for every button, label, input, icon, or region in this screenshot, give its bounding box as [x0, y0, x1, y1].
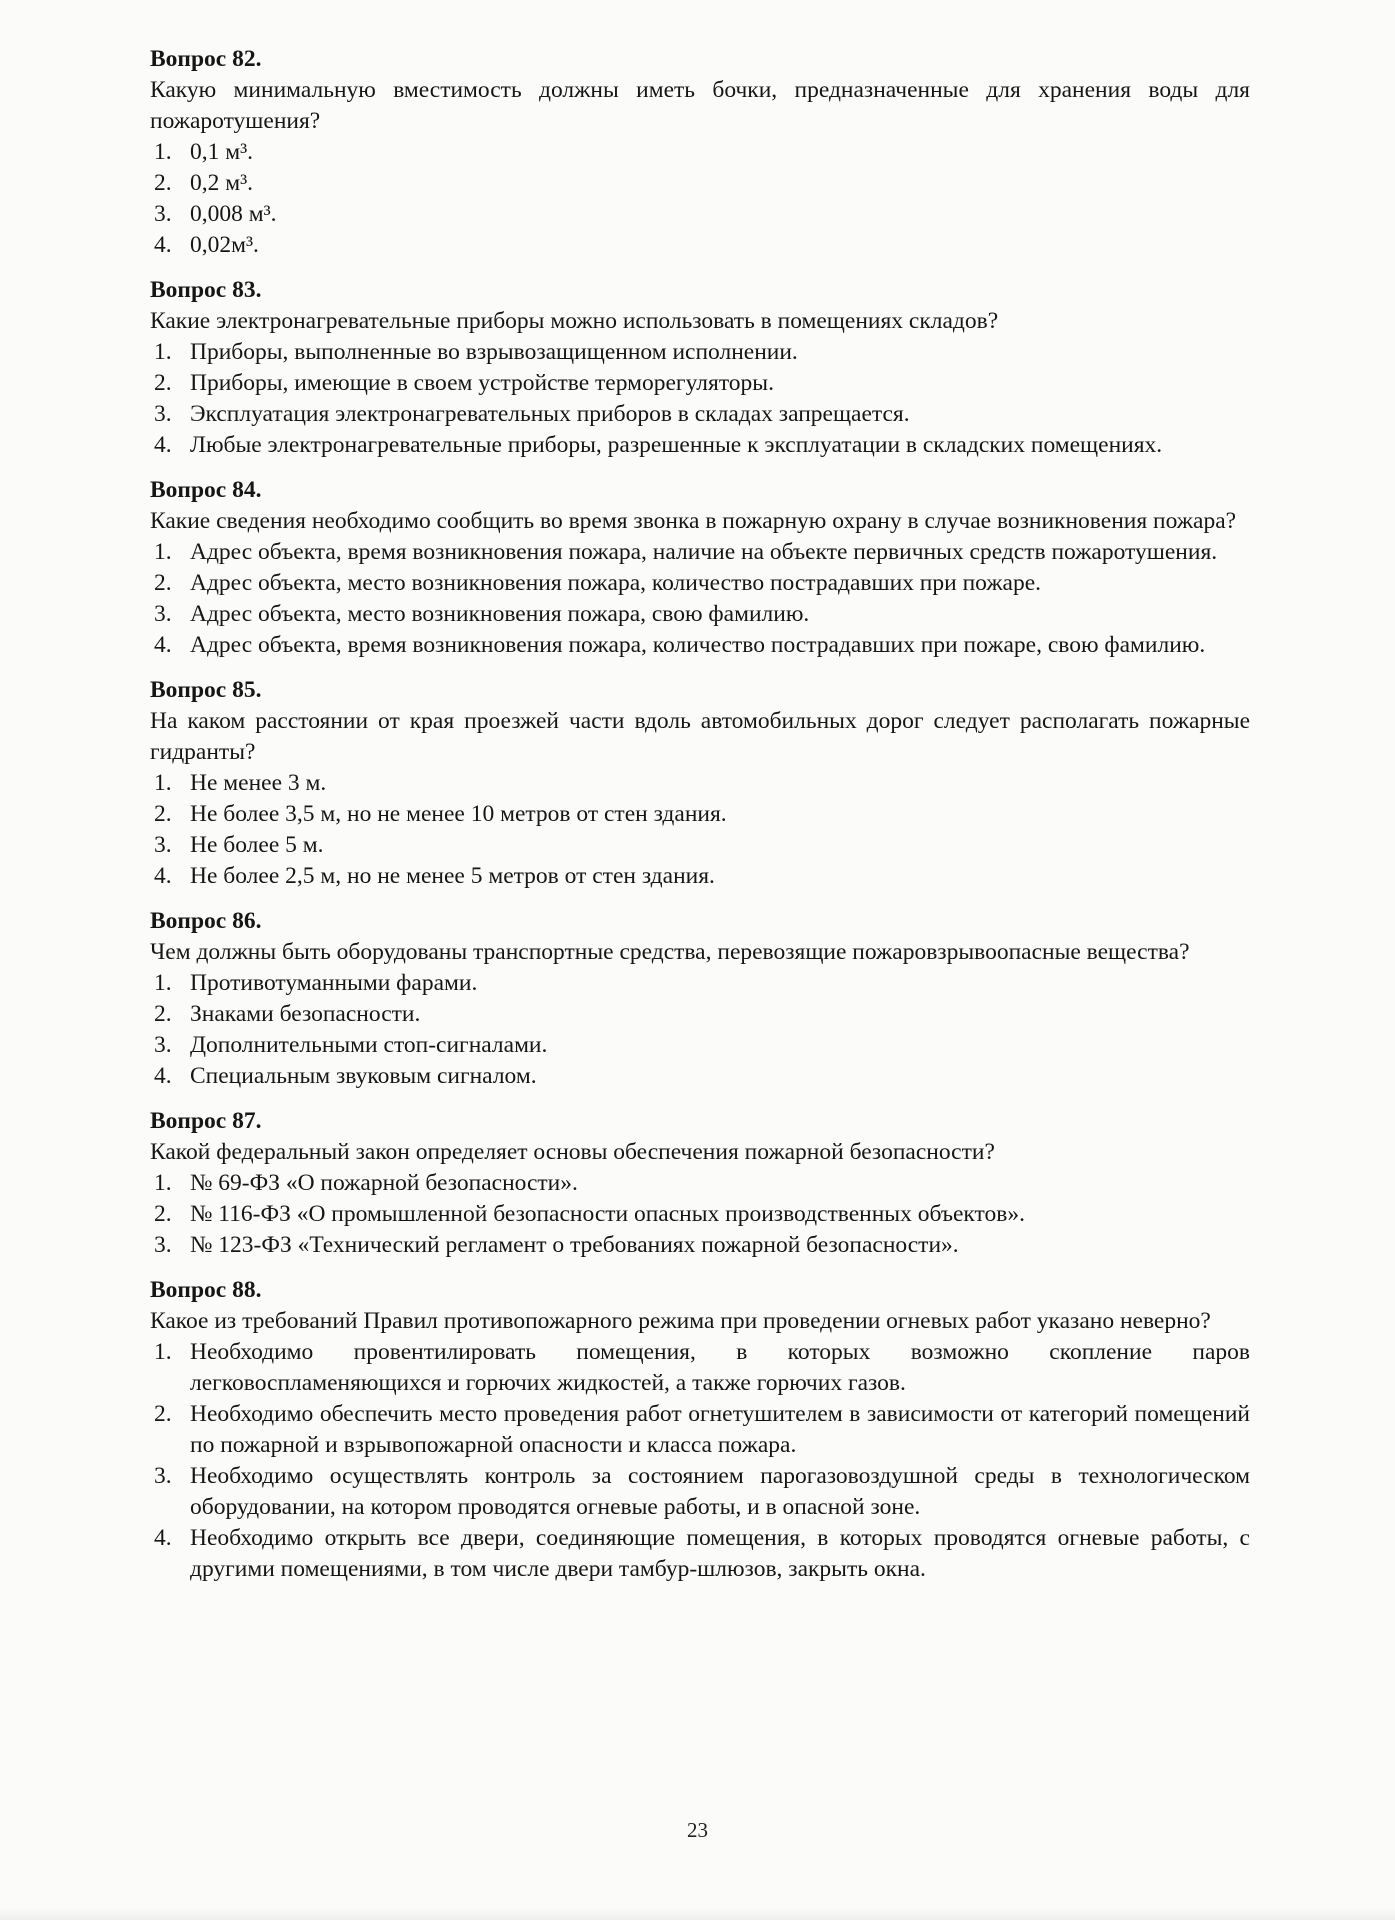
answer-item — [150, 430, 1250, 461]
answer-text: Приборы, выполненные во взрывозащищенном исполнении. — [190, 339, 798, 365]
answer-item — [150, 1168, 1250, 1199]
answer-number: 1. — [154, 770, 172, 796]
answer-item — [150, 799, 1250, 830]
answer-list — [150, 768, 1250, 892]
question-84 — [150, 475, 1250, 661]
answer-text: 0,02м³. — [190, 232, 259, 258]
answer-item — [150, 830, 1250, 861]
answer-item — [150, 768, 1250, 799]
answer-number: 3. — [154, 1032, 172, 1058]
answer-list — [150, 1168, 1250, 1261]
answer-number: 3. — [154, 832, 172, 858]
answer-item — [150, 968, 1250, 999]
answer-item — [150, 230, 1250, 261]
question-text: Какую минимальную вместимость должны иметь бочки, предназначенные для хранения воды для пожаротушения? — [150, 77, 1250, 134]
answer-text: Не более 2,5 м, но не менее 5 метров от стен здания. — [190, 863, 715, 889]
answer-text: Адрес объекта, время возникновения пожара, количество пострадавших при пожаре, свою фамилию. — [190, 632, 1206, 658]
answer-list — [150, 1337, 1250, 1585]
question-83 — [150, 275, 1250, 461]
answer-item — [150, 999, 1250, 1030]
answer-number: 2. — [154, 170, 172, 196]
answer-text: Приборы, имеющие в своем устройстве терморегуляторы. — [190, 370, 774, 396]
answer-number: 3. — [154, 601, 172, 627]
answer-list — [150, 968, 1250, 1092]
answer-number: 2. — [154, 1401, 172, 1427]
question-86 — [150, 906, 1250, 1092]
answer-item — [150, 1230, 1250, 1261]
question-87 — [150, 1106, 1250, 1261]
answer-number: 4. — [154, 232, 172, 258]
answer-item — [150, 337, 1250, 368]
answer-text: Адрес объекта, место возникновения пожара, количество пострадавших при пожаре. — [190, 570, 1042, 596]
answer-item — [150, 1061, 1250, 1092]
answer-item — [150, 861, 1250, 892]
answer-number: 1. — [154, 970, 172, 996]
answer-text: Необходимо осуществлять контроль за состоянием парогазовоздушной среды в технологическом оборудовании, на котором проводятся огневые работы, и в опасной зоне. — [190, 1463, 1250, 1520]
answer-item — [150, 1030, 1250, 1061]
answer-text: Необходимо открыть все двери, соединяющие помещения, в которых проводятся огневые работы, с другими помещениями, в том числе двери тамбур-шлюзов, закрыть окна. — [190, 1525, 1250, 1582]
answer-text: Не менее 3 м. — [190, 770, 327, 796]
question-text: Какие электронагревательные приборы можно использовать в помещениях складов? — [150, 308, 999, 334]
answer-number: 3. — [154, 201, 172, 227]
question-82 — [150, 44, 1250, 261]
question-text: Какие сведения необходимо сообщить во время звонка в пожарную охрану в случае возникновения пожара? — [150, 508, 1237, 534]
answer-text: № 116-ФЗ «О промышленной безопасности опасных производственных объектов». — [190, 1201, 1025, 1227]
answer-number: 2. — [154, 370, 172, 396]
question-text: Чем должны быть оборудованы транспортные средства, перевозящие пожаровзрывоопасные вещества? — [150, 939, 1190, 965]
answer-list — [150, 137, 1250, 261]
answer-number: 1. — [154, 1170, 172, 1196]
question-text: На каком расстоянии от края проезжей части вдоль автомобильных дорог следует располагать пожарные гидранты? — [150, 708, 1250, 765]
answer-text: Знаками безопасности. — [190, 1001, 421, 1027]
answer-text: Эксплуатация электронагревательных приборов в складах запрещается. — [190, 401, 910, 427]
answer-text: 0,1 м³. — [190, 139, 254, 165]
answer-number: 2. — [154, 570, 172, 596]
answer-item — [150, 1523, 1250, 1585]
answer-item — [150, 599, 1250, 630]
answer-text: № 69-ФЗ «О пожарной безопасности». — [190, 1170, 578, 1196]
answer-item — [150, 399, 1250, 430]
question-88 — [150, 1275, 1250, 1585]
question-title: Вопрос 87. — [150, 1108, 262, 1134]
answer-number: 1. — [154, 139, 172, 165]
question-title: Вопрос 82. — [150, 46, 262, 72]
answer-item — [150, 1199, 1250, 1230]
answer-list — [150, 537, 1250, 661]
answer-number: 2. — [154, 1201, 172, 1227]
answer-number: 4. — [154, 632, 172, 658]
answer-text: Противотуманными фарами. — [190, 970, 478, 996]
question-title: Вопрос 88. — [150, 1277, 262, 1303]
page-number: 23 — [687, 1818, 708, 1842]
answer-text: Необходимо обеспечить место проведения работ огнетушителем в зависимости от категорий помещений по пожарной и взрывопожарной опасности и класса пожара. — [190, 1401, 1250, 1458]
question-title: Вопрос 86. — [150, 908, 262, 934]
answer-number: 1. — [154, 539, 172, 565]
answer-number: 4. — [154, 863, 172, 889]
answer-number: 4. — [154, 1525, 172, 1551]
answer-item — [150, 630, 1250, 661]
answer-item — [150, 568, 1250, 599]
scan-edge — [0, 1908, 1395, 1920]
answer-number: 1. — [154, 1339, 172, 1365]
answer-item — [150, 1399, 1250, 1461]
question-title: Вопрос 85. — [150, 677, 262, 703]
answer-text: Не более 3,5 м, но не менее 10 метров от стен здания. — [190, 801, 727, 827]
answer-text: Любые электронагревательные приборы, разрешенные к эксплуатации в складских помещениях. — [190, 432, 1163, 458]
answer-number: 3. — [154, 1232, 172, 1258]
question-85 — [150, 675, 1250, 892]
answer-list — [150, 337, 1250, 461]
answer-text: 0,008 м³. — [190, 201, 277, 227]
answer-item — [150, 368, 1250, 399]
answer-text: Адрес объекта, место возникновения пожара, свою фамилию. — [190, 601, 810, 627]
answer-text: Адрес объекта, время возникновения пожара, наличие на объекте первичных средств пожаротушения. — [190, 539, 1218, 565]
answer-number: 3. — [154, 401, 172, 427]
answer-item — [150, 1461, 1250, 1523]
answer-item — [150, 168, 1250, 199]
answer-number: 2. — [154, 801, 172, 827]
answer-text: 0,2 м³. — [190, 170, 254, 196]
question-title: Вопрос 83. — [150, 277, 262, 303]
answer-number: 4. — [154, 432, 172, 458]
answer-text: № 123-ФЗ «Технический регламент о требованиях пожарной безопасности». — [190, 1232, 959, 1258]
answer-number: 3. — [154, 1463, 172, 1489]
answer-text: Не более 5 м. — [190, 832, 324, 858]
answer-item — [150, 537, 1250, 568]
question-title: Вопрос 84. — [150, 477, 262, 503]
answer-text: Специальным звуковым сигналом. — [190, 1063, 537, 1089]
answer-text: Необходимо провентилировать помещения, в которых возможно скопление паров легковоспламеняющихся и горючих жидкостей, а также горючих газов. — [190, 1339, 1250, 1396]
answer-item — [150, 137, 1250, 168]
question-text: Какое из требований Правил противопожарного режима при проведении огневых работ указано неверно? — [150, 1308, 1211, 1334]
answer-number: 4. — [154, 1063, 172, 1089]
answer-text: Дополнительными стоп-сигналами. — [190, 1032, 548, 1058]
answer-item — [150, 1337, 1250, 1399]
answer-number: 1. — [154, 339, 172, 365]
answer-item — [150, 199, 1250, 230]
answer-number: 2. — [154, 1001, 172, 1027]
document-page — [150, 44, 1250, 1599]
question-text: Какой федеральный закон определяет основы обеспечения пожарной безопасности? — [150, 1139, 995, 1165]
